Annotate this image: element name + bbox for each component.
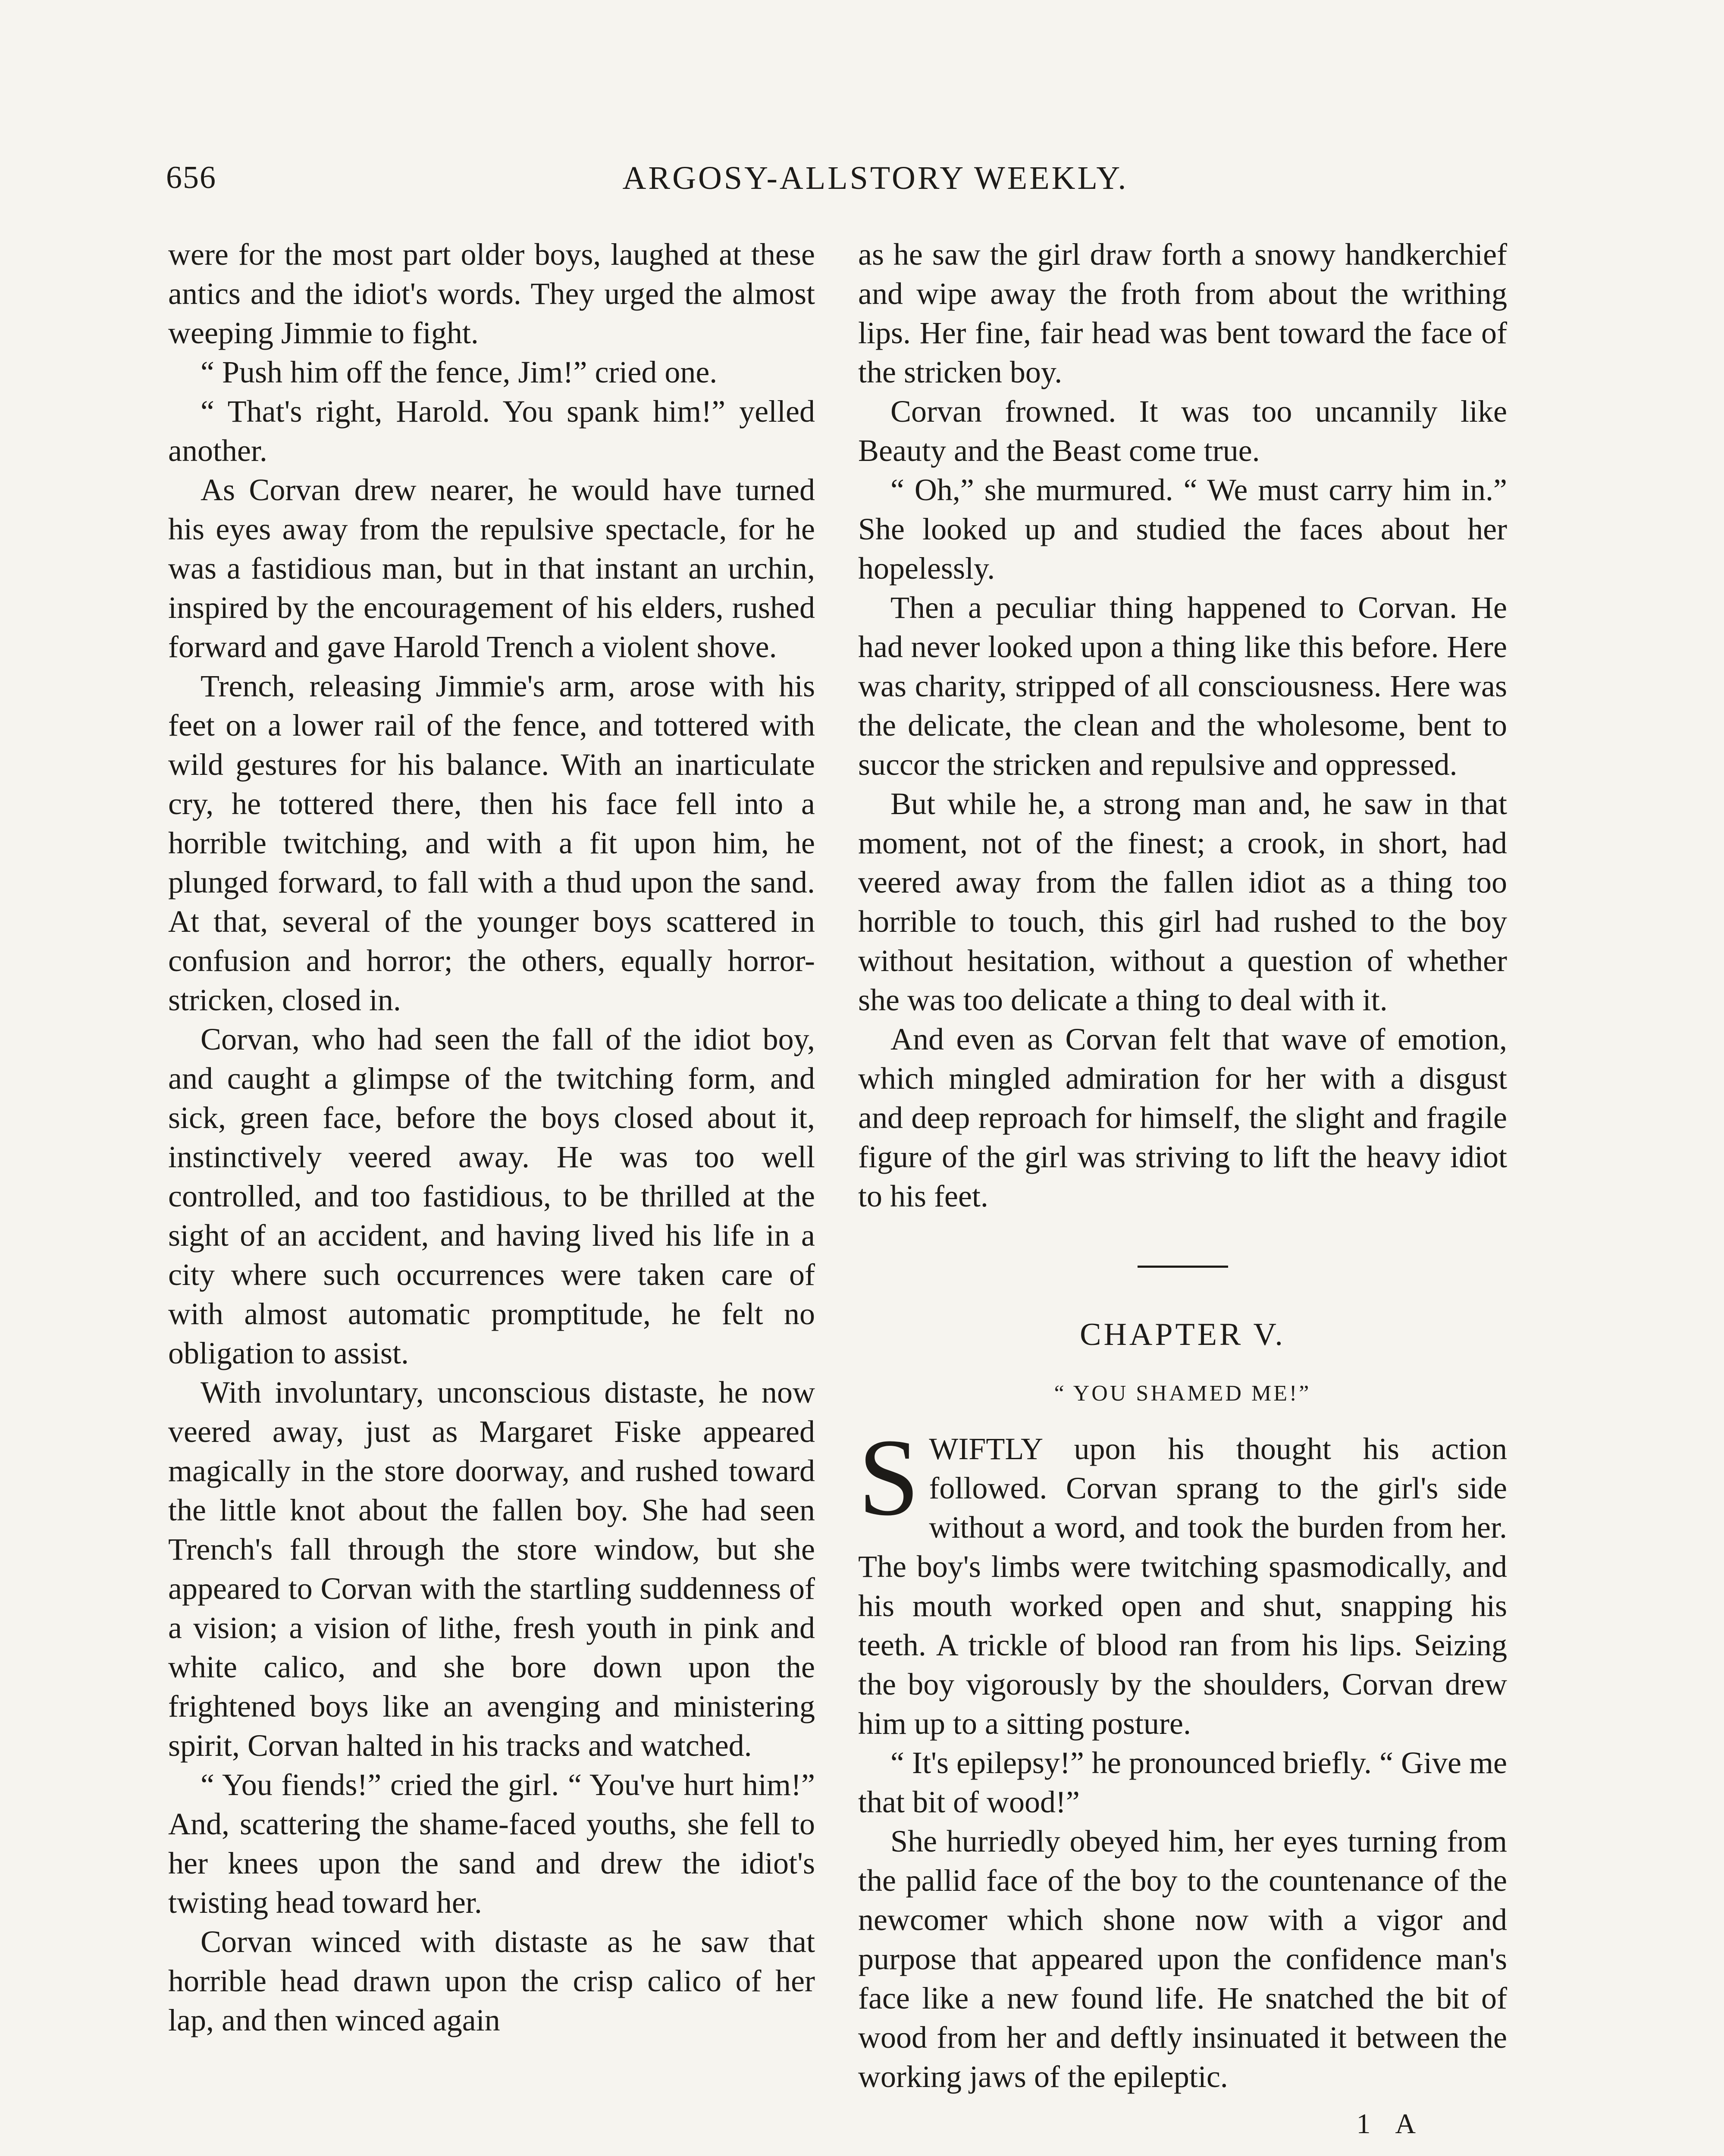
- paragraph: Corvan frowned. It was too uncannily like Beauty and the Beast come true.: [858, 394, 1507, 468]
- paragraph: But while he, a strong man and, he saw in that moment, not of the finest; a crook, in short, had veered away from the fallen idiot as a thing too horrible to touch, this girl had rushed to the boy without hesitation, without a question of whether she was too delicate a thing to deal with it.: [858, 787, 1507, 1017]
- paragraph: And even as Corvan felt that wave of emotion, which mingled admiration for her with a disgust and deep reproach for himself, the slight and fragile figure of the girl was striving to lift the heavy idiot to his feet.: [858, 1022, 1507, 1213]
- left-column: [168, 235, 815, 2040]
- paragraph: As Corvan drew nearer, he would have turned his eyes away from the repulsive spectacle, for he was a fastidious man, but in that instant an urchin, inspired by the encouragement of his elders, rushed forward and gave Harold Trench a violent shove.: [168, 473, 815, 664]
- running-title: ARGOSY-ALLSTORY WEEKLY.: [622, 160, 1128, 196]
- paragraph: as he saw the girl draw forth a snowy handkerchief and wipe away the froth from about the writhing lips. Her fine, fair head was bent toward the face of the stricken boy.: [858, 237, 1507, 389]
- paragraph: “ That's right, Harold. You spank him!” yelled another.: [168, 394, 815, 468]
- paragraph: Corvan winced with distaste as he saw that horrible head drawn upon the crisp calico of her lap, and then winced again: [168, 1924, 815, 2037]
- right-column: [858, 235, 1507, 2143]
- page-header: [166, 160, 1516, 207]
- paragraph: “ Oh,” she murmured. “ We must carry him in.” She looked up and studied the faces about her hopelessly.: [858, 473, 1507, 586]
- paragraph: were for the most part older boys, laughed at these antics and the idiot's words. They urged the almost weeping Jimmie to fight.: [168, 237, 815, 350]
- paragraph: Then a peculiar thing happened to Corvan. He had never looked upon a thing like this before. Here was charity, stripped of all consciousness. Here was the delicate, the clean and the wholesome, bent to succor the stricken and repulsive and oppressed.: [858, 590, 1507, 782]
- paragraph: “ It's epilepsy!” he pronounced briefly. “ Give me that bit of wood!”: [858, 1745, 1507, 1819]
- chapter-subtitle: “ YOU SHAMED ME!”: [1054, 1381, 1311, 1406]
- drop-cap: S: [858, 1416, 920, 1539]
- signature-mark: 1 A: [1356, 2108, 1425, 2140]
- opening-text: WIFTLY upon his thought his action followed. Corvan sprang to the girl's side without a word, and took the burden from her. The boy's limbs were twitching spasmodically, and his mouth worked open and shut, snapping his teeth. A trickle of blood ran from his lips. Seizing the boy vigorously by the shoulders, Corvan drew him up to a sitting posture.: [858, 1432, 1507, 1741]
- paragraph: With involuntary, unconscious distaste, he now veered away, just as Margaret Fiske appeared magically in the store doorway, and rushed toward the little knot about the fallen boy. She had seen Trench's fall through the store window, but she appeared to Corvan with the startling suddenness of a vision; a vision of lithe, fresh youth in pink and white calico, and she bore down upon the frightened boys like an avenging and ministering spirit, Corvan halted in his tracks and watched.: [168, 1375, 815, 1763]
- page-number: 656: [166, 160, 216, 195]
- paragraph: She hurriedly obeyed him, her eyes turning from the pallid face of the boy to the countenance of the newcomer which shone now with a vigor and purpose that appeared upon the confidence man's face like a new found life. He snatched the bit of wood from her and deftly insinuated it between the working jaws of the epileptic.: [858, 1824, 1507, 2094]
- paragraph: Trench, releasing Jimmie's arm, arose with his feet on a lower rail of the fence, and tottered with wild gestures for his balance. With an inarticulate cry, he tottered there, then his face fell into a horrible twitching, and with a fit upon him, he plunged forward, to fall with a thud upon the sand. At that, several of the younger boys scattered in confusion and horror; the others, equally horror-stricken, closed in.: [168, 669, 815, 1017]
- section-divider: [1138, 1266, 1228, 1268]
- paragraph: “ You fiends!” cried the girl. “ You've hurt him!” And, scattering the shame-faced youths, she fell to her knees upon the sand and drew the idiot's twisting head toward her.: [168, 1767, 815, 1920]
- paragraph: Corvan, who had seen the fall of the idiot boy, and caught a glimpse of the twitching form, and sick, green face, before the boys closed about it, instinctively veered away. He was too well controlled, and too fastidious, to be thrilled at the sight of an accident, and having lived his life in a city where such occurrences were taken care of with almost automatic promptitude, he felt no obligation to assist.: [168, 1022, 815, 1370]
- chapter-opening-paragraph: [858, 1416, 1507, 1743]
- paragraph: “ Push him off the fence, Jim!” cried one.: [201, 355, 718, 389]
- chapter-heading: CHAPTER V.: [1080, 1317, 1285, 1352]
